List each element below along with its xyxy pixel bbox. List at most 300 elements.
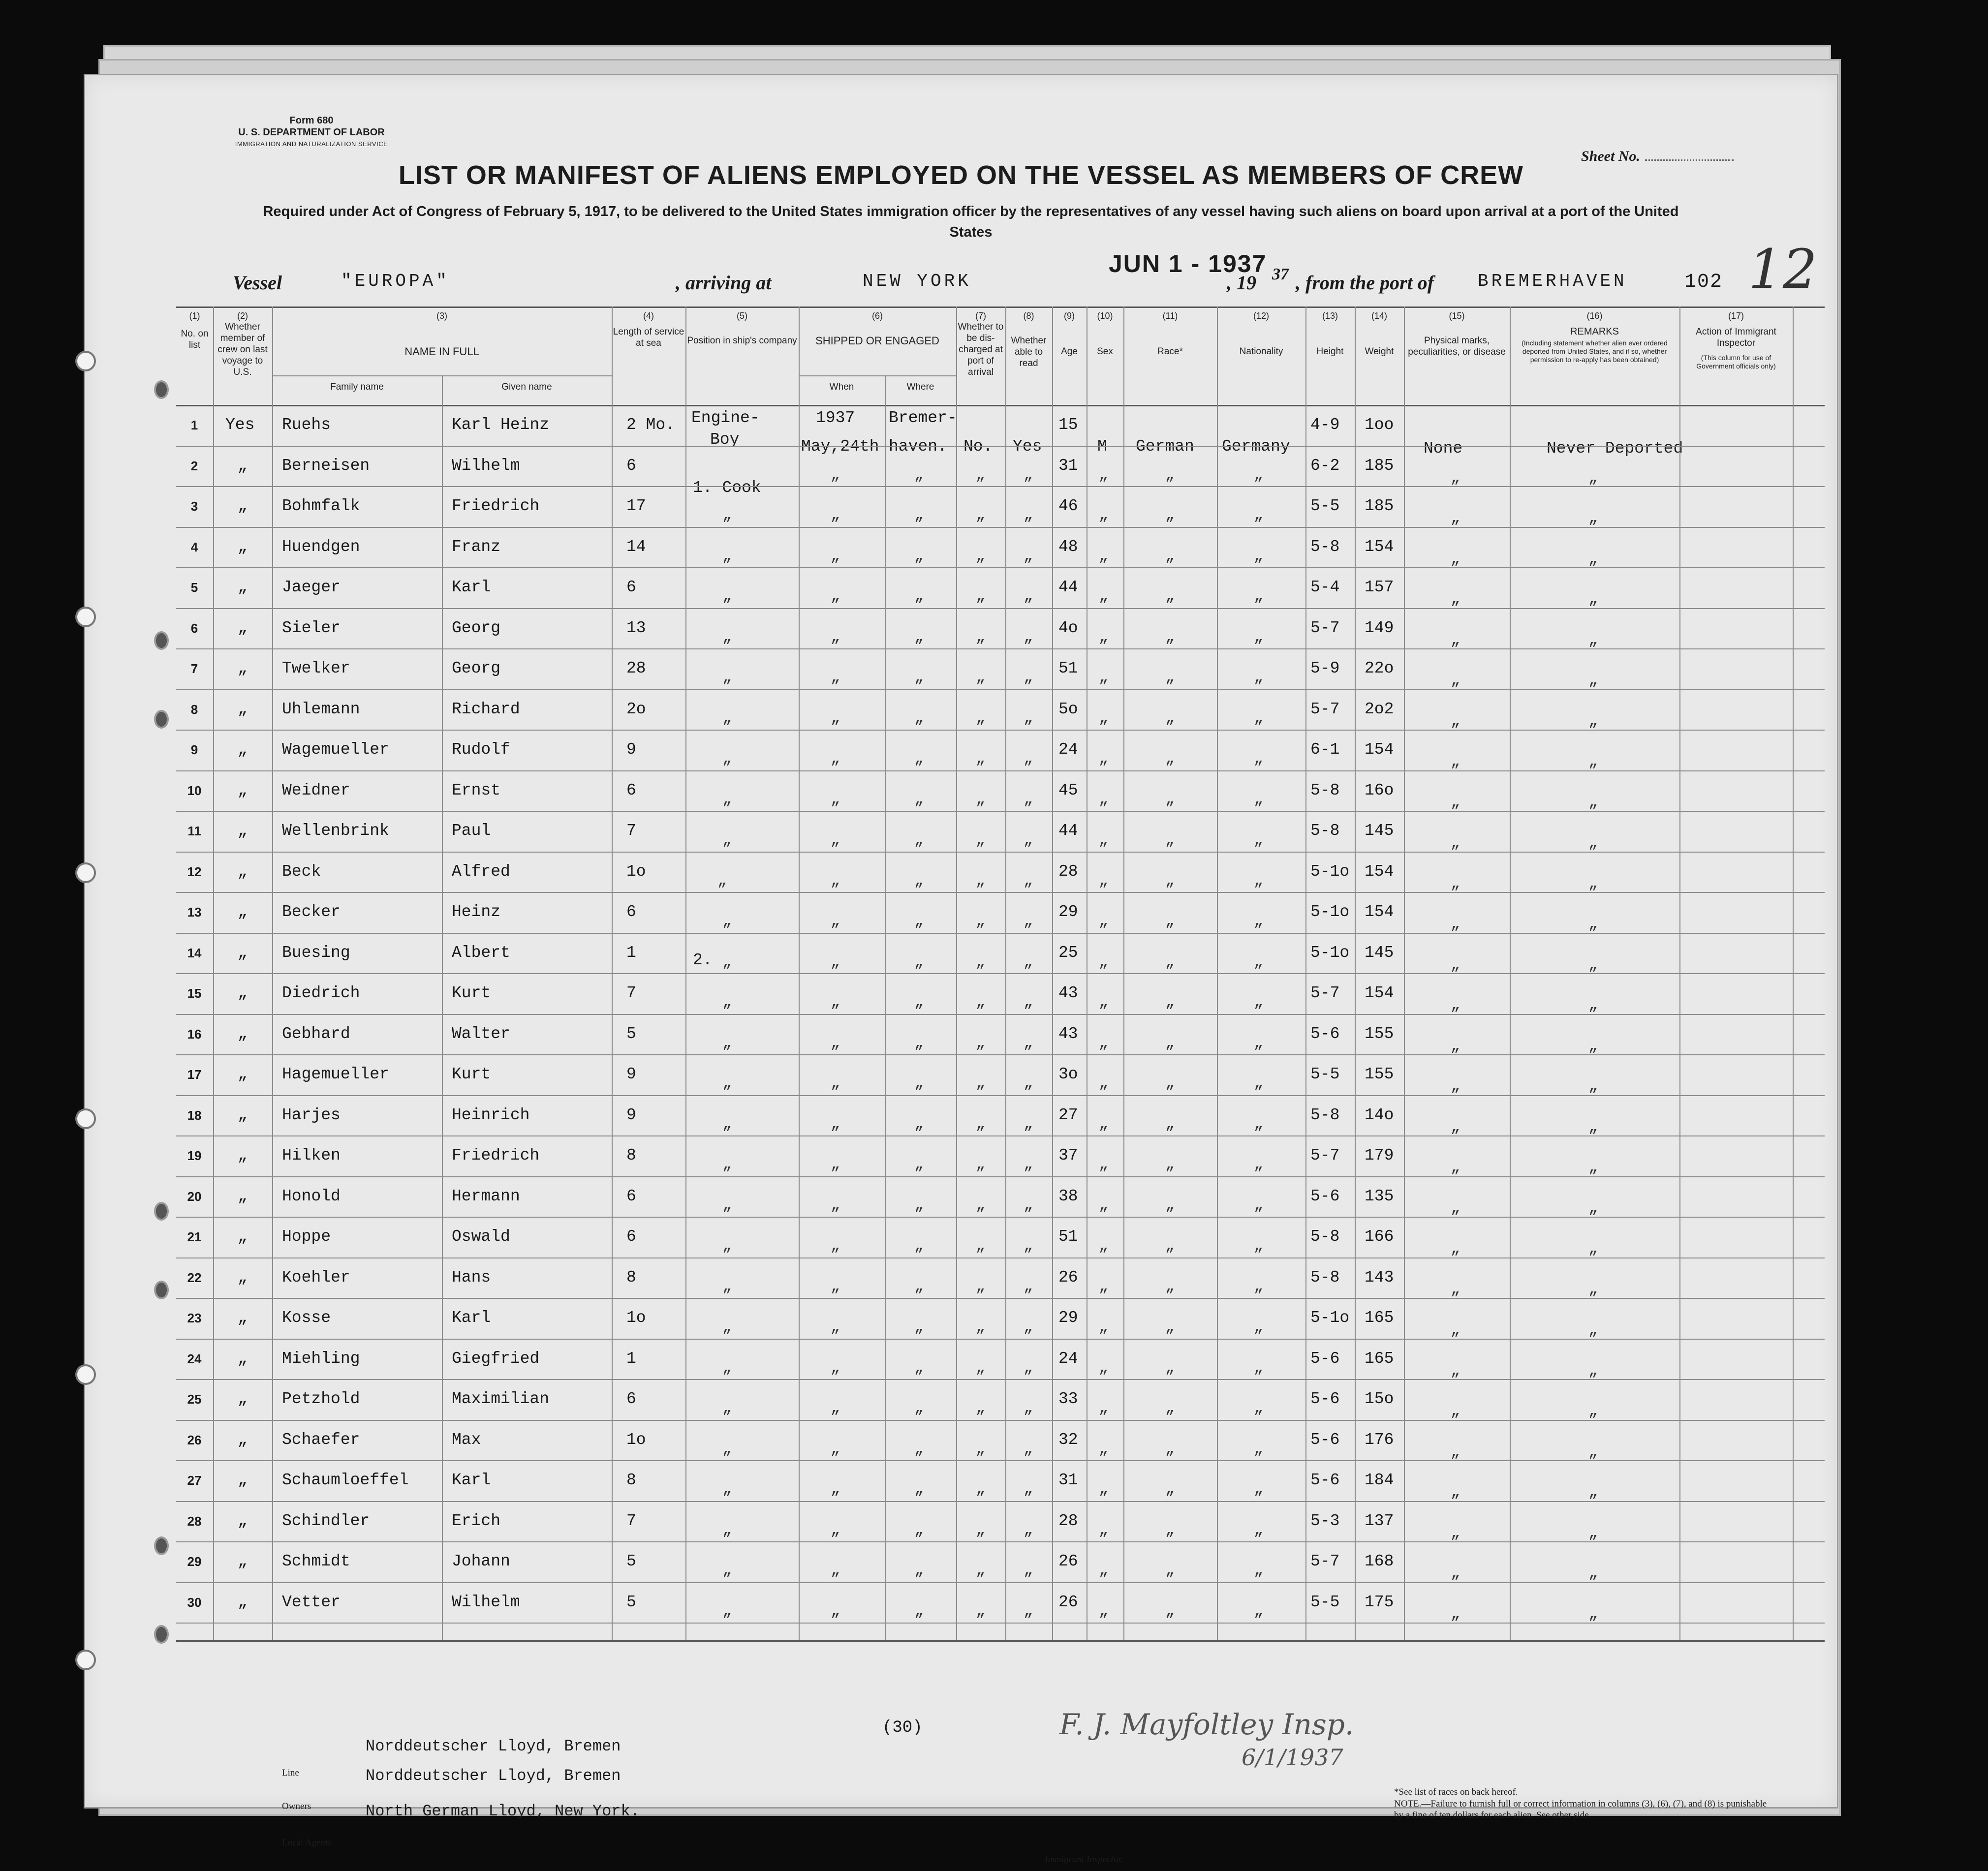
col9-number: (9) [1064, 311, 1075, 321]
family-name: Sieler [282, 618, 341, 637]
ditto-mark: „ [238, 1105, 248, 1124]
ditto-mark: „ [238, 659, 248, 677]
col17-header: Action of Immigrant Inspector [1696, 327, 1776, 348]
ditto-mark: „ [1099, 1358, 1109, 1377]
ditto-mark: „ [976, 627, 986, 646]
family-name: Petzhold [282, 1390, 360, 1408]
ditto-mark: „ [722, 1358, 732, 1377]
ditto-mark: „ [238, 740, 248, 759]
ditto-mark: „ [914, 1480, 924, 1498]
col15-header: Physical marks, peculiarities, or disease [1408, 336, 1506, 357]
ditto-mark: „ [1024, 1561, 1033, 1579]
ditto-mark: „ [914, 668, 924, 686]
binder-hole [75, 1108, 96, 1129]
ditto-mark: „ [1165, 1480, 1175, 1498]
row-number: 9 [190, 742, 198, 757]
row-number: 12 [187, 864, 202, 879]
ditto-mark: „ [914, 708, 924, 727]
family-name: Gebhard [282, 1024, 350, 1043]
ditto-mark: „ [914, 1601, 924, 1620]
ditto-mark: „ [1588, 1402, 1598, 1420]
given-name: Franz [452, 537, 501, 556]
age-value: 31 [1058, 1471, 1078, 1489]
arrival-port: NEW YORK [863, 271, 971, 291]
age-value: 3o [1058, 1065, 1078, 1083]
ditto-mark: „ [914, 749, 924, 767]
service-length: 7 [626, 822, 636, 840]
ditto-mark: „ [976, 1439, 986, 1458]
binder-hole [75, 1364, 96, 1385]
age-value: 29 [1058, 1309, 1078, 1327]
col2-number: (2) [237, 311, 248, 321]
height-value: 6-1 [1310, 740, 1340, 759]
ditto-mark: „ [722, 587, 732, 605]
able-to-read-value: Yes [1013, 437, 1042, 456]
ditto-mark: „ [1099, 587, 1109, 605]
ditto-mark: „ [914, 1318, 924, 1336]
binder-ring [154, 631, 169, 650]
ditto-mark: „ [914, 1033, 924, 1052]
vessel-label: Vessel [233, 272, 282, 294]
ditto-mark: „ [1165, 912, 1175, 930]
ditto-mark: „ [1451, 1036, 1460, 1055]
family-name: Kosse [282, 1309, 331, 1327]
row-number: 14 [187, 945, 202, 960]
ditto-mark: „ [1451, 874, 1460, 892]
ditto-mark: „ [1451, 1604, 1460, 1623]
ditto-mark: „ [1451, 1077, 1460, 1095]
ditto-mark: „ [1588, 1442, 1598, 1461]
ditto-mark: „ [1099, 1601, 1109, 1620]
ditto-mark: „ [914, 952, 924, 971]
ditto-mark: „ [831, 1601, 840, 1620]
col12-header: Nationality [1239, 346, 1283, 357]
height-value: 5-8 [1310, 781, 1340, 799]
ditto-mark: „ [914, 1358, 924, 1377]
ditto-mark: „ [238, 1065, 248, 1083]
weight-value: 137 [1365, 1511, 1394, 1530]
ditto-mark: „ [831, 871, 840, 889]
ditto-mark: „ [1451, 793, 1460, 811]
col4-header: Length of service at sea [613, 327, 684, 348]
column-rule [612, 307, 613, 1640]
row-number: 11 [187, 824, 201, 838]
column-rule [1305, 307, 1306, 1640]
ditto-mark: „ [1165, 1601, 1175, 1620]
ditto-mark: „ [976, 1480, 986, 1498]
row-rule [176, 527, 1825, 528]
ditto-mark: „ [1099, 1277, 1109, 1295]
ditto-mark: „ [722, 830, 732, 849]
ditto-mark: „ [914, 1074, 924, 1092]
shipped-when-line2: May,24th [801, 437, 879, 456]
row-rule [176, 446, 1825, 447]
ditto-mark: „ [1099, 1318, 1109, 1336]
age-value: 24 [1058, 1349, 1078, 1368]
family-name: Huendgen [282, 537, 360, 556]
page-title: LIST OR MANIFEST OF ALIENS EMPLOYED ON THE VESSEL AS MEMBERS OF CREW [398, 160, 1524, 190]
ditto-mark: „ [1451, 833, 1460, 852]
col13-number: (13) [1322, 311, 1338, 321]
service-length: 6 [626, 1227, 636, 1246]
age-value: 37 [1058, 1146, 1078, 1165]
table-top-rule [176, 307, 1825, 308]
form-header [184, 115, 439, 150]
column-rule [956, 307, 957, 1640]
height-value: 5-5 [1310, 1065, 1340, 1083]
ditto-mark: „ [1588, 1077, 1598, 1095]
row-rule [176, 892, 1825, 893]
row-rule [176, 1460, 1825, 1461]
ditto-mark: „ [722, 790, 732, 808]
height-value: 5-1o [1310, 903, 1350, 921]
ditto-mark: „ [1099, 506, 1109, 524]
family-name: Jaeger [282, 578, 341, 596]
family-name: Bohmfalk [282, 497, 360, 515]
ditto-mark: „ [831, 587, 840, 605]
ditto-mark: „ [1254, 587, 1264, 605]
col7-number: (7) [975, 311, 986, 321]
row-number: 17 [187, 1067, 202, 1082]
service-length: 7 [626, 1511, 636, 1530]
family-name: Schaumloeffel [282, 1471, 409, 1489]
weight-value: 143 [1365, 1268, 1394, 1287]
ditto-mark: „ [1254, 1318, 1264, 1336]
row-number: 8 [190, 702, 198, 717]
given-name: Karl Heinz [452, 416, 550, 434]
ditto-mark: „ [1165, 465, 1175, 484]
ditto-mark: „ [976, 1155, 986, 1173]
position-rank-2: 2. [693, 951, 713, 969]
ditto-mark: „ [1024, 1439, 1033, 1458]
position-cook: 1. Cook [693, 479, 761, 497]
department: U. S. DEPARTMENT OF LABOR [238, 127, 385, 138]
nationality-value: Germany [1222, 437, 1290, 456]
ditto-mark: „ [1588, 630, 1598, 649]
ditto-mark: „ [238, 578, 248, 596]
ditto-mark: „ [1024, 1114, 1033, 1133]
ditto-mark: „ [831, 465, 840, 484]
row-rule [176, 648, 1825, 649]
ditto-mark: „ [722, 912, 732, 930]
ditto-mark: „ [1165, 1114, 1175, 1133]
family-name: Schaefer [282, 1430, 360, 1449]
owners-value: Norddeutscher Lloyd, Bremen [366, 1767, 621, 1785]
ditto-mark: „ [1099, 1114, 1109, 1133]
ditto-mark: „ [831, 546, 840, 565]
ditto-mark: „ [1099, 830, 1109, 849]
row-rule [176, 567, 1825, 568]
ditto-mark: „ [1588, 1361, 1598, 1380]
column-rule [1123, 307, 1124, 1640]
age-value: 51 [1058, 659, 1078, 677]
age-value: 26 [1058, 1552, 1078, 1570]
binder-ring [154, 1536, 169, 1555]
family-name: Beck [282, 862, 321, 881]
family-name: Uhlemann [282, 700, 360, 718]
height-value: 5-1o [1310, 1309, 1350, 1327]
ditto-mark: „ [722, 1318, 732, 1336]
row-rule [176, 730, 1825, 731]
ditto-mark: „ [1099, 1439, 1109, 1458]
ditto-mark: „ [1024, 1196, 1033, 1214]
service-length: 8 [626, 1471, 636, 1489]
position-engine-boy-line2: Boy [710, 430, 740, 449]
ditto-mark: „ [1024, 912, 1033, 930]
given-name: Walter [452, 1024, 510, 1043]
weight-value: 1oo [1365, 416, 1394, 434]
row-rule [176, 1623, 1825, 1624]
ditto-mark: „ [1165, 1196, 1175, 1214]
ditto-mark: „ [914, 1561, 924, 1579]
row-rule [176, 1298, 1825, 1299]
ditto-mark: „ [722, 1155, 732, 1173]
column-rule [1005, 307, 1006, 1640]
column-rule [1679, 307, 1680, 1640]
weight-value: 155 [1365, 1024, 1394, 1043]
ditto-mark: „ [976, 1318, 986, 1336]
row-number: 15 [187, 986, 202, 1001]
weight-value: 176 [1365, 1430, 1394, 1449]
age-value: 44 [1058, 578, 1078, 596]
ditto-mark: „ [1024, 587, 1033, 605]
service-length: 6 [626, 781, 636, 799]
col6-where-header: Where [906, 382, 934, 392]
ditto-mark: „ [1588, 793, 1598, 811]
shipped-when-line1: 1937 [816, 409, 855, 427]
ditto-mark: „ [1451, 1158, 1460, 1176]
family-name: Hilken [282, 1146, 341, 1165]
ditto-mark: „ [1254, 912, 1264, 930]
row-rule [176, 689, 1825, 690]
ditto-mark: „ [1451, 955, 1460, 974]
weight-value: 15o [1365, 1390, 1394, 1408]
column-rule [1052, 307, 1053, 1640]
ditto-mark: „ [1254, 871, 1264, 889]
height-value: 5-6 [1310, 1024, 1340, 1043]
ditto-mark: „ [831, 1318, 840, 1336]
ditto-mark: „ [1024, 465, 1033, 484]
service: IMMIGRATION AND NATURALIZATION SERVICE [235, 140, 388, 148]
ditto-mark: „ [831, 627, 840, 646]
height-value: 5-7 [1310, 1552, 1340, 1570]
binder-hole [75, 862, 96, 883]
ditto-mark: „ [831, 1358, 840, 1377]
ditto-mark: „ [914, 627, 924, 646]
ditto-mark: „ [1024, 1480, 1033, 1498]
ditto-mark: „ [1451, 1198, 1460, 1217]
ditto-mark: „ [1254, 1236, 1264, 1255]
ditto-mark: „ [1588, 874, 1598, 892]
col5-header: Position in ship's company [687, 336, 797, 346]
column-rule [885, 375, 886, 1640]
ditto-mark: „ [1451, 1361, 1460, 1380]
height-value: 5-8 [1310, 1227, 1340, 1246]
ditto-mark: „ [238, 537, 248, 556]
ditto-mark: „ [1024, 1318, 1033, 1336]
ditto-mark: „ [831, 1236, 840, 1255]
sheet-number-label: Sheet No. [1581, 148, 1734, 165]
col9-header: Age [1061, 346, 1078, 357]
ditto-mark: „ [722, 1114, 732, 1133]
row-rule [176, 770, 1825, 771]
ditto-mark: „ [1451, 1280, 1460, 1298]
col16-subheader: (Including statement whether alien ever ordered deported from United States, and if so, whether permission to re-apply has been obtained) [1522, 339, 1668, 364]
age-value: 24 [1058, 740, 1078, 759]
age-value: 26 [1058, 1593, 1078, 1611]
height-value: 5-1o [1310, 862, 1350, 881]
ditto-mark: „ [1024, 749, 1033, 767]
weight-value: 149 [1365, 618, 1394, 637]
ditto-mark: „ [1165, 1074, 1175, 1092]
ditto-mark: „ [722, 1074, 732, 1092]
ditto-mark: „ [914, 1277, 924, 1295]
given-name: Georg [452, 659, 501, 677]
height-value: 6-2 [1310, 456, 1340, 475]
row-number: 4 [190, 539, 198, 554]
agents-value: North German Lloyd, New York. [366, 1802, 640, 1820]
age-value: 48 [1058, 537, 1078, 556]
weight-value: 165 [1365, 1309, 1394, 1327]
ditto-mark: „ [1099, 993, 1109, 1011]
ditto-mark: „ [722, 1439, 732, 1458]
ditto-mark: „ [1165, 1520, 1175, 1539]
ditto-mark: „ [1165, 1318, 1175, 1336]
given-name: Erich [452, 1511, 501, 1530]
ditto-mark: „ [722, 506, 732, 524]
ditto-mark: „ [976, 668, 986, 686]
height-value: 5-6 [1310, 1349, 1340, 1368]
ditto-mark: „ [1024, 1074, 1033, 1092]
row-number: 2 [190, 458, 198, 473]
ditto-mark: „ [1165, 587, 1175, 605]
ditto-mark: „ [1254, 1155, 1264, 1173]
ditto-mark: „ [238, 1227, 248, 1246]
ditto-mark: „ [722, 1520, 732, 1539]
ditto-mark: „ [1451, 671, 1460, 689]
service-length: 14 [626, 537, 646, 556]
ditto-mark: „ [976, 1074, 986, 1092]
row-rule [176, 1339, 1825, 1340]
ditto-mark: „ [238, 903, 248, 921]
signature-date: 6/1/1937 [1242, 1744, 1343, 1771]
row-number: 6 [190, 620, 198, 636]
row-number: 3 [190, 499, 198, 514]
ditto-mark: „ [1451, 630, 1460, 649]
ditto-mark: „ [914, 1236, 924, 1255]
ditto-mark: „ [1099, 790, 1109, 808]
family-name: Buesing [282, 943, 350, 962]
physical-marks-value: None [1424, 439, 1463, 458]
col6-header: SHIPPED OR ENGAGED [815, 335, 939, 347]
ditto-mark: „ [722, 668, 732, 686]
ditto-mark: „ [976, 1277, 986, 1295]
family-name: Hagemueller [282, 1065, 389, 1083]
weight-value: 154 [1365, 740, 1394, 759]
row-number: 21 [187, 1229, 202, 1244]
ditto-mark: „ [914, 465, 924, 484]
from-port-label: , from the port of [1296, 272, 1434, 294]
ditto-mark: „ [1099, 668, 1109, 686]
age-value: 51 [1058, 1227, 1078, 1246]
column-rule [1793, 307, 1794, 1640]
row-rule [176, 1501, 1825, 1502]
given-name: Friedrich [452, 497, 540, 515]
ditto-mark: „ [976, 1196, 986, 1214]
weight-value: 2o2 [1365, 700, 1394, 718]
position-engine-boy-line1: Engine- [691, 409, 760, 427]
ditto-mark: „ [831, 1480, 840, 1498]
ditto-mark: „ [1451, 509, 1460, 527]
row-rule [176, 1014, 1825, 1015]
ditto-mark: „ [238, 1511, 248, 1530]
ditto-mark: „ [1165, 506, 1175, 524]
row-rule [176, 933, 1825, 934]
given-name: Richard [452, 700, 520, 718]
ditto-mark: „ [722, 546, 732, 565]
ditto-mark: „ [976, 1399, 986, 1417]
ditto-mark: „ [1254, 1561, 1264, 1579]
ditto-mark: „ [1165, 708, 1175, 727]
ditto-mark: „ [831, 993, 840, 1011]
row-rule [176, 811, 1825, 812]
col16-number: (16) [1586, 311, 1603, 321]
ditto-mark: „ [238, 497, 248, 515]
row-rule [176, 852, 1825, 853]
age-value: 43 [1058, 1024, 1078, 1043]
ditto-mark: „ [1165, 1155, 1175, 1173]
ditto-mark: „ [831, 1520, 840, 1539]
ditto-mark: „ [1099, 1520, 1109, 1539]
ditto-mark: „ [1588, 1604, 1598, 1623]
row-number: 18 [187, 1107, 202, 1123]
ditto-mark: „ [1254, 830, 1264, 849]
ditto-mark: „ [831, 749, 840, 767]
row-number: 19 [187, 1148, 202, 1163]
service-length: 2o [626, 700, 646, 718]
binder-ring [154, 1281, 169, 1299]
family-name: Koehler [282, 1268, 350, 1287]
ditto-mark: „ [1165, 1439, 1175, 1458]
given-name: Oswald [452, 1227, 510, 1246]
year: 37 [1272, 265, 1289, 283]
weight-value: 168 [1365, 1552, 1394, 1570]
ditto-mark: „ [976, 993, 986, 1011]
col6-number: (6) [872, 311, 883, 321]
ditto-mark: „ [1254, 993, 1264, 1011]
service-length: 6 [626, 456, 636, 475]
ditto-mark: „ [1099, 749, 1109, 767]
ditto-mark: „ [1451, 1320, 1460, 1339]
column-rule [1217, 307, 1218, 1640]
ditto-mark: „ [1254, 1399, 1264, 1417]
ditto-mark: „ [238, 1187, 248, 1205]
header-bottom-rule [176, 405, 1825, 406]
col3-number: (3) [436, 311, 447, 321]
ditto-mark: „ [1451, 1117, 1460, 1136]
row-rule [176, 1095, 1825, 1096]
ditto-mark: „ [1588, 1280, 1598, 1298]
ditto-mark: „ [1451, 1442, 1460, 1461]
ditto-mark: „ [1588, 915, 1598, 933]
row-number: 10 [187, 783, 202, 798]
immigrant-inspector-label: Immigrant Inspector. [1045, 1854, 1123, 1865]
ditto-mark: „ [1099, 1236, 1109, 1255]
ditto-mark: „ [1588, 1239, 1598, 1258]
column-rule [442, 375, 443, 1640]
service-length: 6 [626, 1187, 636, 1205]
height-value: 5-8 [1310, 1105, 1340, 1124]
